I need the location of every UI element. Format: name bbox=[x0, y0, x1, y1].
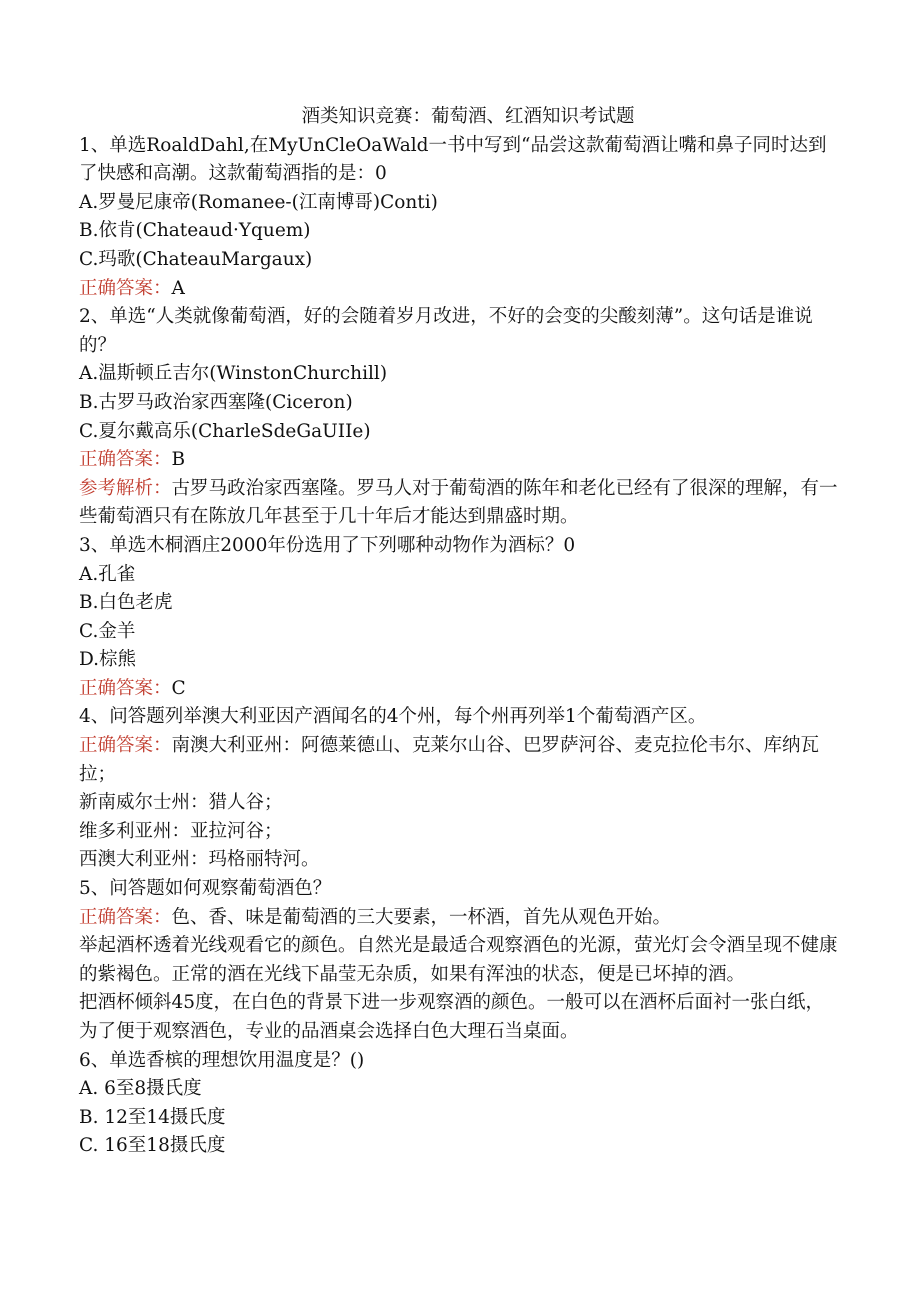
question-1-answer bbox=[79, 275, 839, 304]
question-2-option-b: B.古罗马政治家西塞隆(Ciceron) bbox=[79, 391, 353, 413]
answer-label: 正确答案： bbox=[79, 906, 172, 928]
answer-value: B bbox=[171, 449, 186, 471]
document-page bbox=[79, 103, 839, 1161]
answer-label: 正确答案： bbox=[79, 277, 172, 299]
question-4-answer bbox=[79, 732, 839, 789]
question-6-option-a: A. 6至8摄氏度 bbox=[79, 1078, 202, 1100]
question-2-option-c: C.夏尔戴高乐(CharleSdeGaUIIe) bbox=[79, 420, 371, 442]
question-3-option-a: A.孔雀 bbox=[79, 563, 136, 585]
question-2-stem: 2、单选“人类就像葡萄酒，好的会随着岁月改进，不好的会变的尖酸刻薄”。这句话是谁说的？ bbox=[79, 306, 813, 356]
question-1-option-c: C.玛歌(ChateauMargaux) bbox=[79, 248, 313, 270]
question-6-option-b: B. 12至14摄氏度 bbox=[79, 1106, 226, 1128]
analysis-label: 参考解析： bbox=[79, 477, 172, 499]
question-5-answer-paragraph: 把酒杯倾斜45度，在白色的背景下进一步观察酒的颜色。一般可以在酒杯后面衬一张白纸，为了便于观察酒色，专业的品酒桌会选择白色大理石当桌面。 bbox=[79, 992, 825, 1042]
question-3-stem: 3、单选木桐酒庄2000年份选用了下列哪种动物作为酒标？0 bbox=[79, 534, 576, 556]
question-5-answer bbox=[79, 904, 839, 933]
answer-label: 正确答案： bbox=[79, 735, 172, 757]
question-2-answer bbox=[79, 446, 839, 475]
question-4-stem: 4、问答题列举澳大利亚因产酒闻名的4个州，每个州再列举1个葡萄酒产区。 bbox=[79, 706, 707, 728]
question-1-option-a: A.罗曼尼康帝(Romanee-(江南博哥)Conti) bbox=[79, 191, 438, 213]
question-6-option-c: C. 16至18摄氏度 bbox=[79, 1135, 226, 1157]
question-2-option-a: A.温斯顿丘吉尔(WinstonChurchill) bbox=[79, 363, 388, 385]
question-2-analysis bbox=[79, 475, 839, 532]
answer-label: 正确答案： bbox=[79, 449, 172, 471]
answer-value: C bbox=[171, 677, 186, 699]
question-4-answer-line: 维多利亚州：亚拉河谷； bbox=[79, 820, 283, 842]
answer-label: 正确答案： bbox=[79, 677, 172, 699]
answer-value: 南澳大利亚州：阿德莱德山、克莱尔山谷、巴罗萨河谷、麦克拉伦韦尔、库纳瓦拉； bbox=[79, 735, 820, 785]
question-6-stem: 6、单选香槟的理想饮用温度是？() bbox=[79, 1049, 365, 1071]
document-title: 酒类知识竞赛：葡萄酒、红酒知识考试题 bbox=[301, 106, 635, 127]
analysis-text: 古罗马政治家西塞隆。罗马人对于葡萄酒的陈年和老化已经有了很深的理解，有一些葡萄酒只有在陈放几年甚至于几十年后才能达到鼎盛时期。 bbox=[79, 477, 838, 528]
question-5-stem: 5、问答题如何观察葡萄酒色？ bbox=[79, 878, 332, 900]
question-3-answer bbox=[79, 675, 839, 704]
question-4-answer-line: 西澳大利亚州：玛格丽特河。 bbox=[79, 849, 320, 871]
question-1-option-b: B.依肯(Chateaud·Yquem) bbox=[79, 220, 311, 242]
question-1-stem: 1、单选RoaldDahl,在MyUnCleOaWald一书中写到“品尝这款葡萄酒让嘴和鼻子同时达到了快感和高潮。这款葡萄酒指的是：0 bbox=[79, 134, 827, 185]
answer-value: 色、香、味是葡萄酒的三大要素，一杯酒，首先从观色开始。 bbox=[171, 906, 672, 928]
question-3-option-c: C.金羊 bbox=[79, 620, 136, 642]
question-3-option-d: D.棕熊 bbox=[79, 649, 137, 671]
question-4-answer-line: 新南威尔士州：猎人谷； bbox=[79, 792, 283, 814]
question-3-option-b: B.白色老虎 bbox=[79, 592, 173, 614]
question-5-answer-paragraph: 举起酒杯透着光线观看它的颜色。自然光是最适合观察酒色的光源，萤光灯会令酒呈现不健康的紫褐色。正常的酒在光线下晶莹无杂质，如果有浑浊的状态，便是已坏掉的酒。 bbox=[79, 935, 838, 985]
answer-value: A bbox=[171, 277, 185, 299]
